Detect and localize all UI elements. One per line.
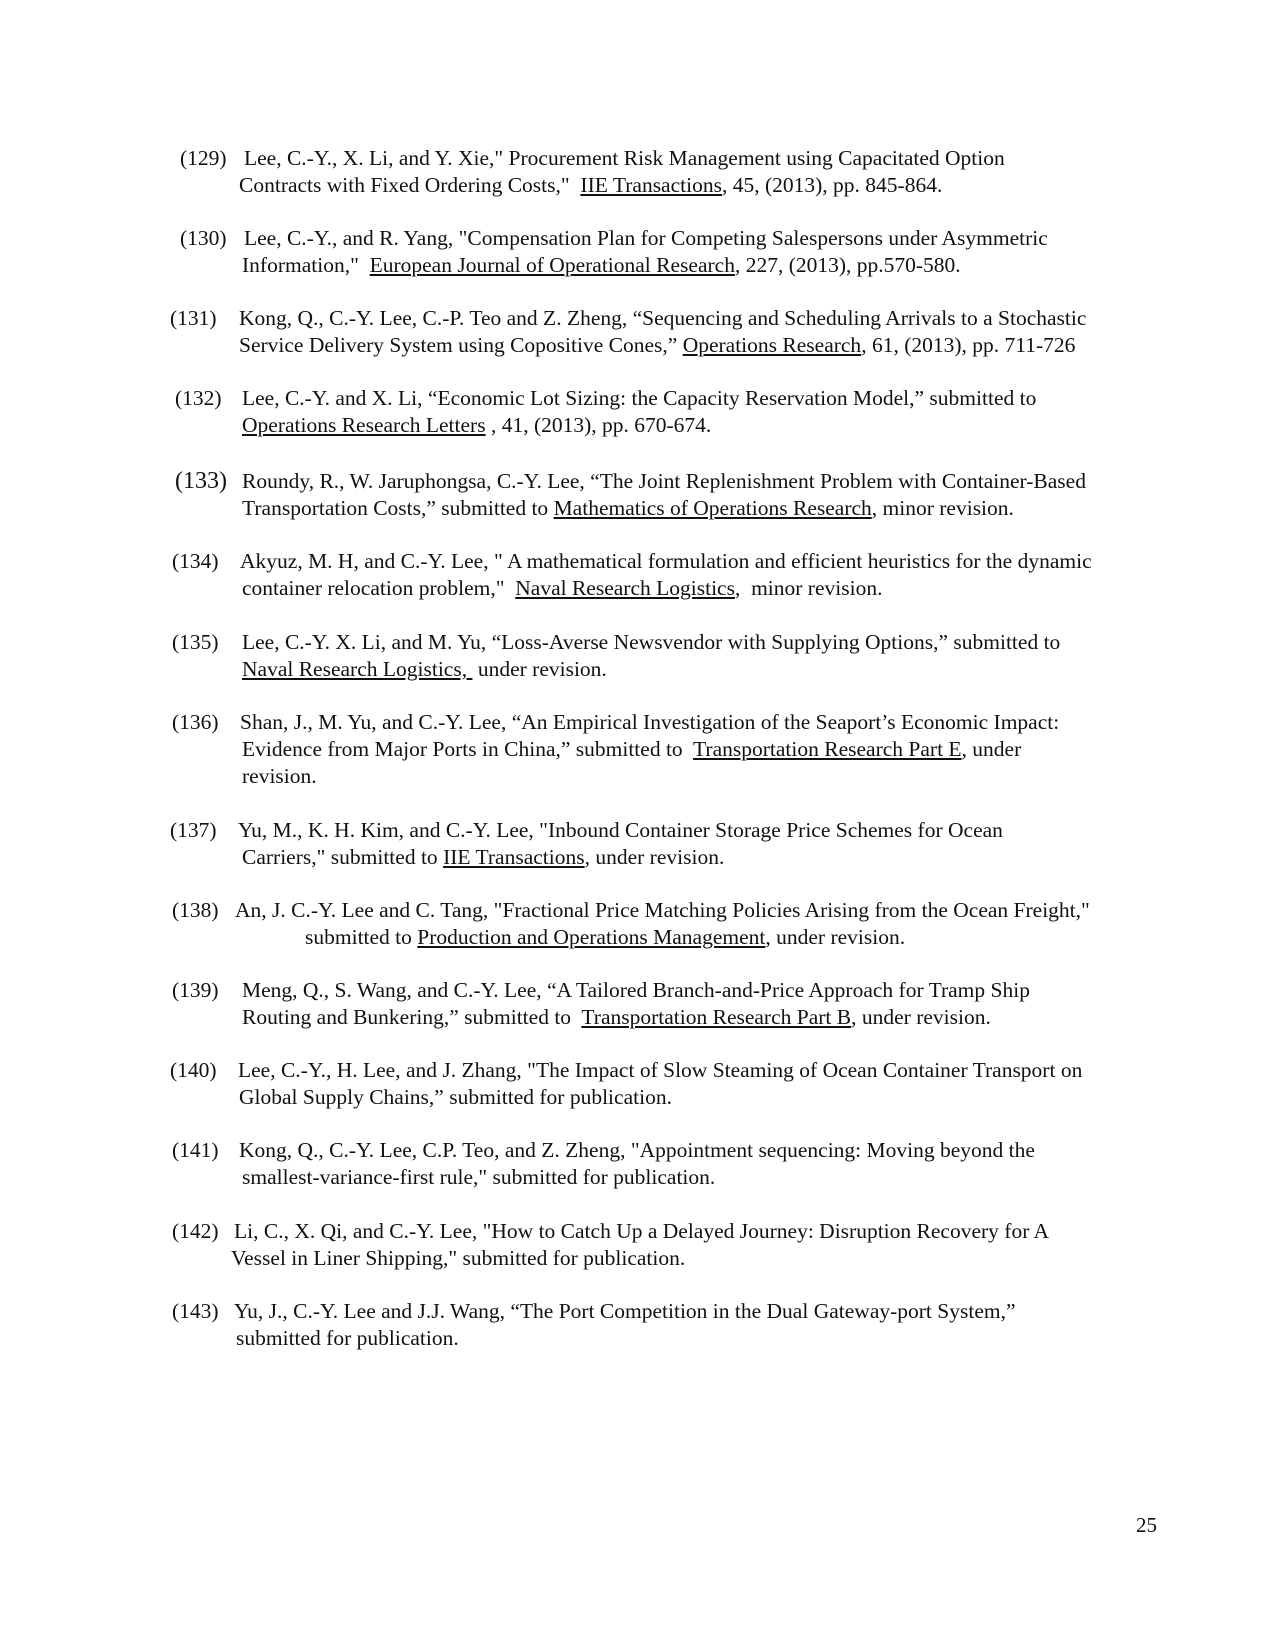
reference-number: (130)	[180, 226, 227, 250]
reference-text: Carriers," submitted to	[242, 845, 444, 869]
reference-status: , 227, (2013), pp.570-580.	[734, 253, 961, 277]
journal-name: Production and Operations Management	[417, 925, 766, 949]
reference-line-1: Shan, J., M. Yu, and C.-Y. Lee, “An Empirical Investigation of the Seaport’s Economic Impact:	[240, 710, 1060, 734]
reference-number: (139)	[172, 978, 219, 1002]
reference-line-2	[242, 575, 1155, 603]
reference-text: submitted to	[305, 925, 418, 949]
reference-number: (135)	[172, 630, 219, 654]
reference-text: submitted for publication.	[236, 1326, 459, 1350]
reference-status: under revision.	[472, 657, 607, 681]
reference-text: Evidence from Major Ports in China,” submitted to	[242, 737, 694, 761]
reference-number: (143)	[172, 1299, 219, 1323]
reference-line-2	[239, 332, 1155, 360]
reference-number: (137)	[170, 818, 217, 842]
reference-status: , 41, (2013), pp. 670-674.	[485, 413, 712, 437]
reference-line-3: revision.	[242, 764, 317, 788]
journal-name: Naval Research Logistics,	[242, 657, 473, 681]
reference-status: , under	[961, 737, 1022, 761]
reference-status: , under revision.	[765, 925, 906, 949]
reference-line-1: Yu, M., K. H. Kim, and C.-Y. Lee, "Inbound Container Storage Price Schemes for Ocean	[238, 818, 1003, 842]
reference-text: Information,"	[242, 253, 370, 277]
reference-line-1: Lee, C.-Y., X. Li, and Y. Xie," Procurement Risk Management using Capacitated Option	[244, 146, 1005, 170]
reference-text: smallest-variance-first rule," submitted for publication.	[242, 1165, 716, 1189]
reference-line-1: Roundy, R., W. Jaruphongsa, C.-Y. Lee, “The Joint Replenishment Problem with Container-Based	[242, 469, 1086, 493]
reference-number: (138)	[172, 898, 219, 922]
journal-name: Transportation Research Part B	[581, 1005, 852, 1029]
reference-status: , minor revision.	[871, 496, 1014, 520]
reference-line-2	[242, 252, 1155, 280]
reference-line-2	[239, 172, 1155, 200]
reference-status: , 45, (2013), pp. 845-864.	[721, 173, 943, 197]
page-number: 25	[1136, 1513, 1157, 1537]
reference-number: (136)	[172, 710, 219, 734]
reference-status: , 61, (2013), pp. 711-726	[861, 333, 1076, 357]
reference-text: Contracts with Fixed Ordering Costs,"	[239, 173, 581, 197]
reference-line-1: Lee, C.-Y., and R. Yang, "Compensation Plan for Competing Salespersons under Asymmetric	[244, 226, 1048, 250]
reference-line-1: Meng, Q., S. Wang, and C.-Y. Lee, “A Tailored Branch-and-Price Approach for Tramp Ship	[242, 978, 1030, 1002]
reference-line-1: Lee, C.-Y. X. Li, and M. Yu, “Loss-Averse Newsvendor with Supplying Options,” submitted to	[242, 630, 1061, 654]
reference-line-2	[242, 412, 1155, 440]
reference-line-2	[236, 1325, 1155, 1353]
reference-line-2	[305, 924, 1155, 952]
reference-status: , minor revision.	[734, 576, 883, 600]
reference-text: Service Delivery System using Copositive Cones,”	[239, 333, 683, 357]
reference-line-1: Li, C., X. Qi, and C.-Y. Lee, "How to Catch Up a Delayed Journey: Disruption Recovery for A	[234, 1219, 1050, 1243]
journal-name: Mathematics of Operations Research	[553, 496, 872, 520]
reference-text: Transportation Costs,” submitted to	[242, 496, 554, 520]
reference-status: , under revision.	[851, 1005, 991, 1029]
reference-line-2	[242, 736, 1155, 764]
reference-number: (141)	[172, 1138, 219, 1162]
reference-line-1: Yu, J., C.-Y. Lee and J.J. Wang, “The Port Competition in the Dual Gateway-port System,”	[234, 1299, 1016, 1323]
reference-line-2	[231, 1245, 1155, 1273]
reference-text: Routing and Bunkering,” submitted to	[242, 1005, 582, 1029]
reference-line-1: Kong, Q., C.-Y. Lee, C.P. Teo, and Z. Zheng, "Appointment sequencing: Moving beyond the	[239, 1138, 1035, 1162]
reference-status: , under revision.	[584, 845, 725, 869]
journal-name: Naval Research Logistics	[515, 576, 735, 600]
reference-line-2	[242, 1164, 1155, 1192]
reference-line-1: Lee, C.-Y. and X. Li, “Economic Lot Sizing: the Capacity Reservation Model,” submitted to	[242, 386, 1037, 410]
reference-line-1: Akyuz, M. H, and C.-Y. Lee, " A mathematical formulation and efficient heuristics for the dynamic	[240, 549, 1092, 573]
journal-name: Operations Research Letters	[242, 413, 486, 437]
journal-name: European Journal of Operational Research	[369, 253, 735, 277]
reference-line-1: Lee, C.-Y., H. Lee, and J. Zhang, "The Impact of Slow Steaming of Ocean Container Transport on	[238, 1058, 1083, 1082]
reference-number: (131)	[170, 306, 217, 330]
reference-line-2	[242, 844, 1155, 872]
reference-number: (133)	[175, 468, 227, 494]
reference-text: Global Supply Chains,” submitted for publication.	[239, 1085, 672, 1109]
reference-line-1: An, J. C.-Y. Lee and C. Tang, "Fractional Price Matching Policies Arising from the Ocean Freight,"	[235, 898, 1090, 922]
journal-name: Operations Research	[682, 333, 862, 357]
reference-number: (134)	[172, 549, 219, 573]
reference-text: Vessel in Liner Shipping," submitted for publication.	[231, 1246, 686, 1270]
journal-name: IIE Transactions	[443, 845, 585, 869]
reference-line-1: Kong, Q., C.-Y. Lee, C.-P. Teo and Z. Zheng, “Sequencing and Scheduling Arrivals to a Stochastic	[239, 306, 1087, 330]
journal-name: Transportation Research Part E	[693, 737, 962, 761]
reference-number: (129)	[180, 146, 227, 170]
journal-name: IIE Transactions	[580, 173, 722, 197]
reference-number: (142)	[172, 1219, 219, 1243]
reference-text: container relocation problem,"	[242, 576, 516, 600]
reference-line-2	[239, 1084, 1155, 1112]
reference-number: (132)	[175, 386, 222, 410]
reference-line-2	[242, 1004, 1155, 1032]
reference-line-2	[242, 495, 1155, 523]
reference-number: (140)	[170, 1058, 217, 1082]
reference-line-2	[242, 656, 1155, 684]
